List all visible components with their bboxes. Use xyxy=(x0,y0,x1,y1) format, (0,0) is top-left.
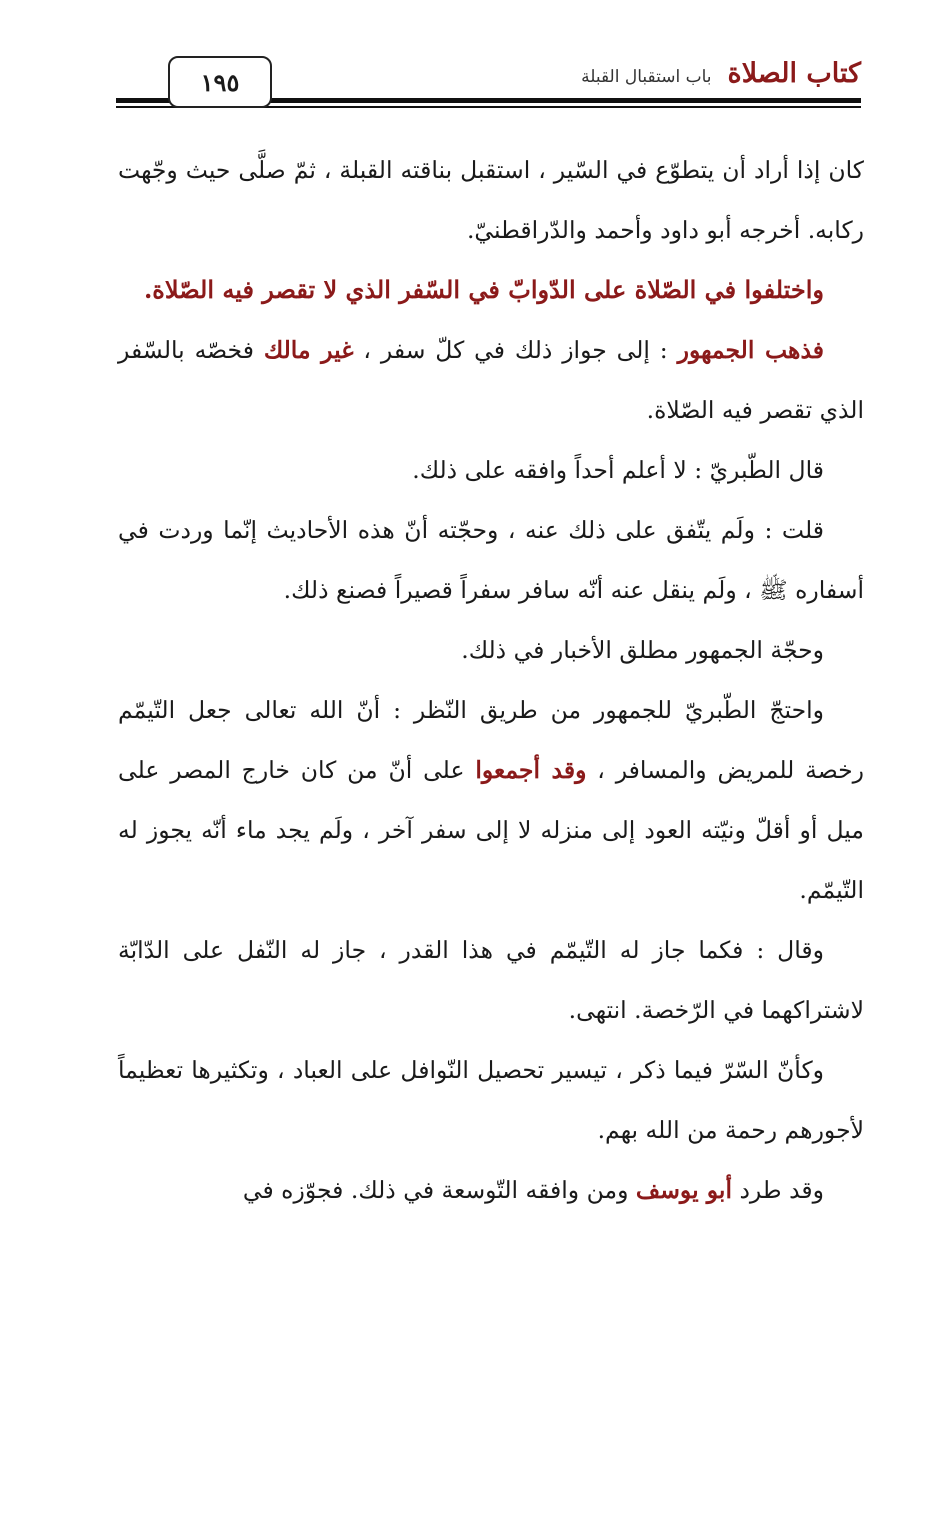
highlight-abu-yusuf: أبو يوسف xyxy=(635,1176,732,1204)
highlight-ghayr-malik: غير مالك xyxy=(263,336,354,364)
page-body xyxy=(118,140,864,1220)
paragraph-3 xyxy=(118,320,864,440)
book-title: كتاب الصلاة xyxy=(727,58,861,89)
paragraph-6: وحجّة الجمهور مطلق الأخبار في ذلك. xyxy=(461,636,824,664)
paragraph-10 xyxy=(118,1160,864,1220)
paragraph-1: كان إذا أراد أن يتطوّع في السّير ، استقبل بناقته القبلة ، ثمّ صلَّى حيث وجّهت ركابه. أخرجه أبو داود وأحمد والدّراقطنيّ. xyxy=(118,156,864,244)
p7-text-2: على أنّ من كان خارج المصر على ميل أو أقلّ ونيّته العود إلى منزله لا إلى سفر آخر ، ولَم يجد ماء أنّه يجوز له التّيمّم. xyxy=(118,756,864,904)
paragraph-4: قال الطّبريّ : لا أعلم أحداً وافقه على ذلك. xyxy=(412,456,824,484)
highlight-jumhur: فذهب الجمهور xyxy=(677,336,825,364)
p7-text-1: واحتجّ الطّبريّ للجمهور من طريق النّظر : أنّ الله تعالى جعل التّيمّم رخصة للمريض والمسافر ، xyxy=(118,696,865,784)
paragraph-5: قلت : ولَم يتّفق على ذلك عنه ، وحجّته أنّ هذه الأحاديث إنّما وردت في أسفاره ﷺ ، ولَم ينقل عنه أنّه سافر سفراً قصيراً فصنع ذلك. xyxy=(118,516,864,604)
p3-text-1: : إلى جواز ذلك في كلّ سفر ، xyxy=(353,336,678,364)
highlight-ijma: وقد أجمعوا xyxy=(475,756,587,784)
p10-text-2: ومن وافقه التّوسعة في ذلك. فجوّزه في xyxy=(242,1176,636,1204)
page-number: ١٩٥ xyxy=(168,56,272,108)
p3-text-2: فخصّه بالسّفر الذي تقصر فيه الصّلاة. xyxy=(118,336,864,424)
section-heading: واختلفوا في الصّلاة على الدّوابّ في السّفر الذي لا تقصر فيه الصّلاة. xyxy=(143,275,824,304)
p10-text-1: وقد طرد xyxy=(732,1176,824,1204)
chapter-title: باب استقبال القبلة xyxy=(581,67,712,87)
running-head xyxy=(581,58,861,89)
paragraph-7 xyxy=(118,680,864,920)
paragraph-9: وكأنّ السّرّ فيما ذكر ، تيسير تحصيل النّوافل على العباد ، وتكثيرها تعظيماً لأجورهم رحمة من الله بهم. xyxy=(118,1056,864,1144)
paragraph-8: وقال : فكما جاز له التّيمّم في هذا القدر ، جاز له النّفل على الدّابّة لاشتراكهما في الرّخصة. انتهى. xyxy=(118,936,864,1024)
page-header xyxy=(0,0,945,120)
